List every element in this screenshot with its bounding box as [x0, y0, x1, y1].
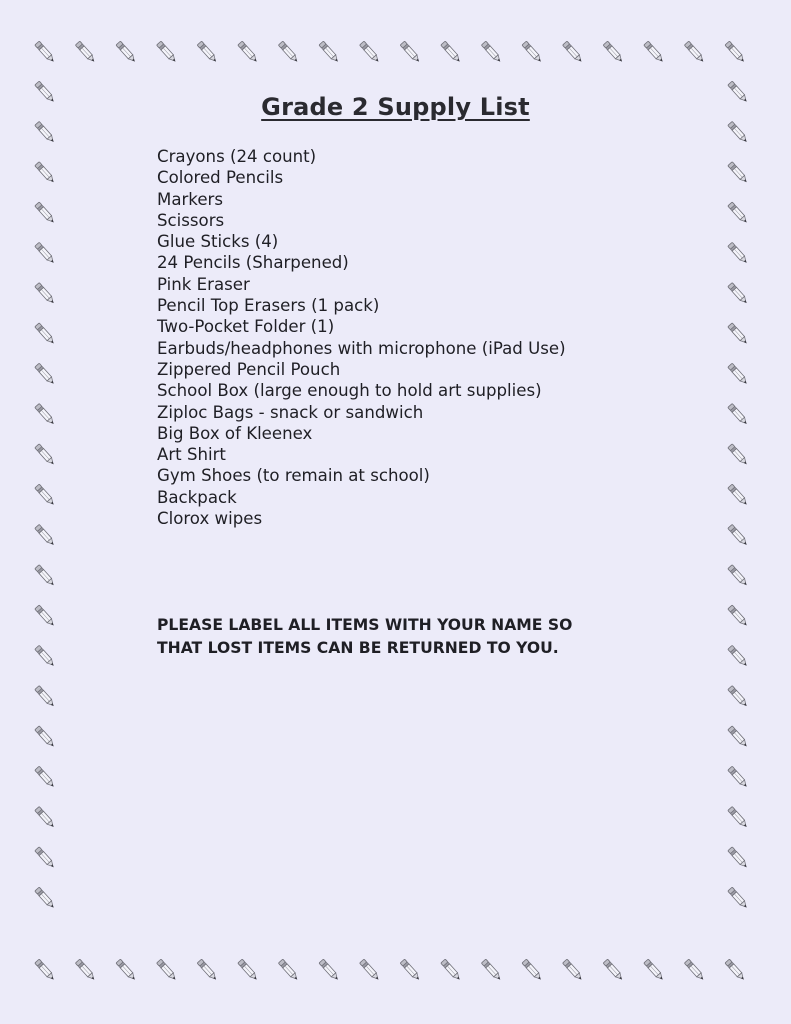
page-title: Grade 2 Supply List [261, 93, 530, 121]
pencil-icon [728, 686, 749, 709]
supply-item: Glue Sticks (4) [157, 232, 279, 252]
supply-item: Art Shirt [157, 445, 226, 465]
pencil-icon [728, 524, 749, 547]
pencil-icon [35, 887, 56, 910]
pencil-icon [35, 202, 56, 225]
pencil-icon [728, 847, 749, 870]
pencil-icon [441, 41, 462, 64]
supply-item: Markers [157, 189, 224, 209]
pencil-icon [35, 726, 56, 749]
pencil-icon [728, 403, 749, 426]
pencil-icon [603, 959, 624, 982]
pencil-icon [75, 41, 96, 64]
pencil-icon [728, 202, 749, 225]
pencil-icon [481, 41, 502, 64]
pencil-icon [35, 959, 56, 982]
supply-item: Backpack [157, 487, 237, 507]
pencil-icon [728, 162, 749, 185]
pencil-icon [75, 959, 96, 982]
pencil-icon [725, 41, 746, 64]
pencil-icon [563, 41, 584, 64]
supply-item: Ziploc Bags - snack or sandwich [157, 402, 424, 422]
pencil-icon [725, 959, 746, 982]
pencil-icon [728, 645, 749, 668]
supply-item: School Box (large enough to hold art supplies) [157, 381, 542, 401]
pencil-icon [35, 645, 56, 668]
pencil-icon [728, 726, 749, 749]
pencil-icon [728, 766, 749, 789]
pencil-icon [728, 283, 749, 306]
supply-item: Big Box of Kleenex [157, 423, 313, 443]
pencil-icon [35, 363, 56, 386]
pencil-icon [522, 41, 543, 64]
pencil-icon [319, 41, 340, 64]
pencil-icon [35, 121, 56, 144]
supply-item: Colored Pencils [157, 168, 284, 188]
pencil-icon [278, 41, 299, 64]
supply-item: Crayons (24 count) [157, 147, 317, 166]
pencil-icon [728, 121, 749, 144]
pencil-icon [603, 41, 624, 64]
pencil-icon [35, 41, 56, 64]
pencil-icon [728, 806, 749, 829]
pencil-icon [35, 283, 56, 306]
pencil-icon [35, 162, 56, 185]
pencil-icon [116, 41, 137, 64]
pencil-icon [35, 686, 56, 709]
pencil-icon [319, 959, 340, 982]
supply-item: Pink Eraser [157, 274, 250, 294]
pencil-icon [238, 959, 259, 982]
pencil-icon [35, 403, 56, 426]
pencil-icon [35, 605, 56, 628]
pencil-icon [728, 484, 749, 507]
pencil-icon [35, 323, 56, 346]
pencil-icon [441, 959, 462, 982]
pencil-icon [522, 959, 543, 982]
pencil-icon [481, 959, 502, 982]
supply-item: Earbuds/headphones with microphone (iPad Use) [157, 338, 566, 358]
pencil-icon [157, 959, 178, 982]
pencil-icon [400, 959, 421, 982]
supply-item: Clorox wipes [157, 509, 263, 529]
pencil-icon [360, 959, 381, 982]
pencil-icon [684, 41, 705, 64]
pencil-icon [35, 524, 56, 547]
pencil-icon [728, 242, 749, 265]
pencil-icon [35, 444, 56, 467]
pencil-icon [644, 41, 665, 64]
pencil-icon [360, 41, 381, 64]
supply-item: Pencil Top Erasers (1 pack) [157, 296, 380, 316]
pencil-icon [644, 959, 665, 982]
pencil-icon [728, 565, 749, 588]
pencil-icon [35, 847, 56, 870]
pencil-icon [35, 484, 56, 507]
pencil-icon [278, 959, 299, 982]
pencil-icon [197, 959, 218, 982]
pencil-icon [238, 41, 259, 64]
pencil-icon [197, 41, 218, 64]
supply-item: Two-Pocket Folder (1) [157, 317, 335, 337]
pencil-icon [157, 41, 178, 64]
pencil-icon [400, 41, 421, 64]
pencil-icon [563, 959, 584, 982]
pencil-icon [684, 959, 705, 982]
supply-item: 24 Pencils (Sharpened) [157, 253, 349, 273]
supply-list [157, 146, 566, 529]
pencil-icon [35, 766, 56, 789]
supply-item: Scissors [157, 210, 225, 230]
pencil-icon [728, 444, 749, 467]
pencil-icon [116, 959, 137, 982]
pencil-icon [35, 565, 56, 588]
supply-item: Gym Shoes (to remain at school) [157, 466, 430, 486]
pencil-icon [728, 887, 749, 910]
pencil-icon [35, 242, 56, 265]
pencil-icon [728, 605, 749, 628]
pencil-icon [728, 363, 749, 386]
pencil-icon [728, 323, 749, 346]
pencil-icon [35, 806, 56, 829]
label-notice: PLEASE LABEL ALL ITEMS WITH YOUR NAME SO THAT LOST ITEMS CAN BE RETURNED TO YOU. [157, 616, 573, 657]
supply-item: Zippered Pencil Pouch [157, 359, 341, 379]
